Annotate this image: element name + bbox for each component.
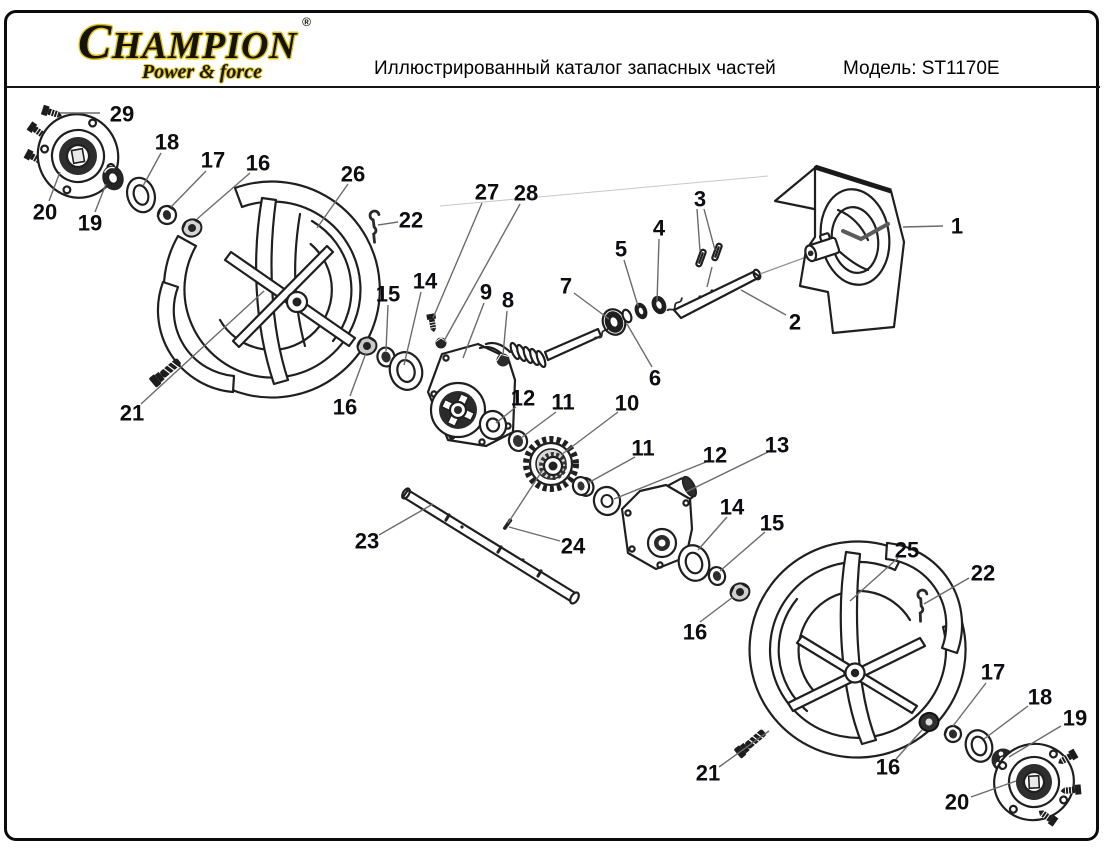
leader-line-1 [903, 226, 943, 227]
callout-label-23: 23 [354, 528, 380, 554]
part-16-nut-drawing [180, 217, 203, 239]
part-11-bushing-drawing [571, 474, 595, 498]
callout-label-18: 18 [1027, 684, 1053, 710]
callout-label-1: 1 [950, 213, 964, 239]
leader-line-28 [444, 204, 520, 341]
leader-line-24 [509, 527, 560, 541]
callout-label-10: 10 [614, 390, 640, 416]
brand-name: CHAMPION [78, 13, 297, 69]
leader-line-11 [588, 457, 635, 483]
callout-label-24: 24 [560, 533, 586, 559]
callout-label-26: 26 [340, 161, 366, 187]
part-16-nut-drawing [728, 581, 751, 603]
model-label: Модель: ST1170E [843, 58, 1000, 79]
callout-label-13: 13 [764, 432, 790, 458]
callout-label-17: 17 [980, 659, 1006, 685]
callout-label-14: 14 [412, 268, 438, 294]
leader-line-24 [508, 471, 542, 523]
callout-label-22: 22 [970, 560, 996, 586]
leader-line-27 [433, 203, 482, 318]
callout-label-21: 21 [695, 760, 721, 786]
callout-label-15: 15 [375, 281, 401, 307]
callout-label-19: 19 [1062, 705, 1088, 731]
callout-label-4: 4 [652, 215, 666, 241]
leader-line-7 [574, 293, 609, 319]
callout-label-7: 7 [559, 273, 573, 299]
callout-label-18: 18 [154, 129, 180, 155]
part-21-bolt-drawing [734, 727, 769, 759]
brand-tagline: Power & force [142, 61, 262, 83]
callout-label-6: 6 [648, 365, 662, 391]
leader-line-17 [171, 171, 206, 207]
leader-line-23 [379, 504, 433, 535]
callout-label-20: 20 [944, 789, 970, 815]
leader-line-3 [697, 209, 700, 251]
leader-line-21 [719, 731, 769, 767]
callout-label-25: 25 [894, 537, 920, 563]
callout-label-17: 17 [200, 147, 226, 173]
leader-line-10 [561, 412, 618, 455]
part-1-impeller-housing-drawing [775, 167, 904, 333]
callout-label-16: 16 [875, 754, 901, 780]
callout-label-11: 11 [631, 435, 655, 461]
leader-line-11 [521, 412, 556, 438]
callout-label-5: 5 [614, 236, 628, 262]
part-18-washer-drawing [123, 174, 159, 216]
callout-label-9: 9 [479, 279, 493, 305]
callout-label-2: 2 [788, 309, 802, 335]
registered-mark: ® [302, 15, 311, 29]
callout-label-16: 16 [682, 619, 708, 645]
part-22-hairpin-clip-drawing [366, 210, 379, 242]
leader-line-15 [386, 305, 388, 351]
callout-label-29: 29 [109, 101, 135, 127]
callout-label-27: 27 [474, 179, 500, 205]
leader-line-2 [741, 290, 786, 315]
part-23-auger-shaft-drawing [401, 487, 581, 605]
callout-label-22: 22 [398, 207, 424, 233]
leader-line-14 [698, 517, 727, 550]
callout-label-14: 14 [719, 494, 745, 520]
callout-label-21: 21 [119, 400, 145, 426]
leader-line-6 [627, 324, 652, 367]
part-17-nut-drawing [156, 204, 179, 227]
callout-label-15: 15 [759, 510, 785, 536]
leader-line-22 [378, 222, 398, 225]
callout-label-16: 16 [332, 394, 358, 420]
part-18-washer-drawing [962, 727, 997, 765]
callout-label-11: 11 [551, 389, 575, 415]
callout-label-12: 12 [702, 442, 728, 468]
part-24-pin-drawing [502, 518, 513, 531]
callout-label-8: 8 [501, 287, 515, 313]
leader-line-4 [657, 239, 659, 302]
leader-line-3 [704, 209, 715, 250]
callout-label-28: 28 [513, 180, 539, 206]
part-12-washer-drawing [591, 484, 623, 518]
leader-line-15 [720, 532, 765, 571]
part-4-ring-drawing [649, 294, 669, 317]
part-17-nut-drawing [943, 724, 963, 744]
leader-line-16 [700, 597, 733, 622]
part-5-ring-drawing [632, 301, 649, 321]
part-21-bolt-drawing [149, 356, 184, 388]
callout-label-3: 3 [693, 186, 707, 212]
callout-label-16: 16 [245, 150, 271, 176]
part-27-bolt-drawing [426, 313, 438, 333]
part-22-hairpin-clip-drawing [912, 589, 927, 621]
leader-line-18 [143, 153, 161, 186]
callout-label-20: 20 [32, 199, 58, 225]
leader-line-5 [624, 260, 638, 306]
part-10-worm-gear-drawing [526, 439, 576, 489]
callout-label-19: 19 [77, 210, 103, 236]
catalog-title: Иллюстрированный каталог запасных частей [374, 58, 776, 79]
leader-line-18 [984, 706, 1028, 739]
callout-label-12: 12 [510, 385, 536, 411]
part-26-auger-left-drawing [158, 182, 380, 398]
